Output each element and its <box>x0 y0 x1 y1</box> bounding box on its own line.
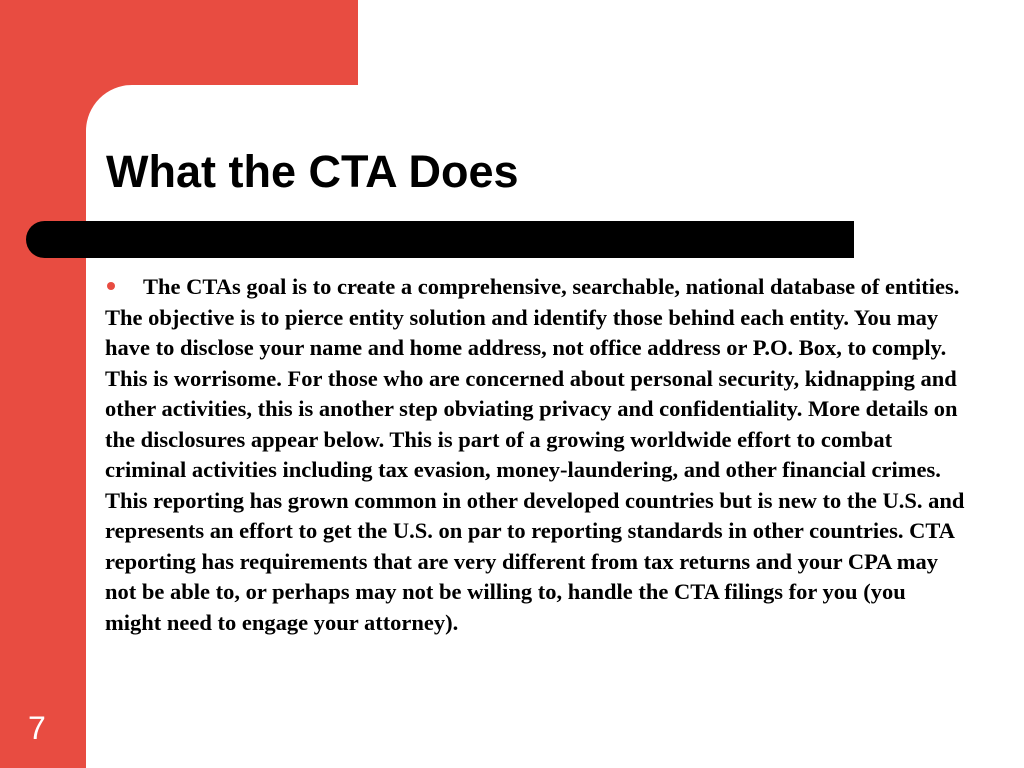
bullet-dot-icon <box>107 282 115 290</box>
bullet-paragraph <box>105 272 965 638</box>
title-underline-bar <box>26 221 854 258</box>
bullet-text: The CTAs goal is to create a comprehensive, searchable, national database of entities. The objective is to pierce entity solution and identify those behind each entity. You may have to disclose your name and home address, not office address or P.O. Box, to comply. This is worrisome. For those who are concerned about personal security, kidnapping and other activities, this is another step obviating privacy and confidentiality. More details on the disclosures appear below. This is part of a growing worldwide effort to combat criminal activities including tax evasion, money-laundering, and other financial crimes. This reporting has grown common in other developed countries but is new to the U.S. and represents an effort to get the U.S. on par to reporting standards in other countries. CTA reporting has requirements that are very different from tax returns and your CPA may not be able to, or perhaps may not be willing to, handle the CTA filings for you (you might need to engage your attorney). <box>105 274 965 635</box>
slide-title: What the CTA Does <box>106 146 519 197</box>
page-number: 7 <box>28 710 46 746</box>
accent-strip-left <box>0 0 86 768</box>
